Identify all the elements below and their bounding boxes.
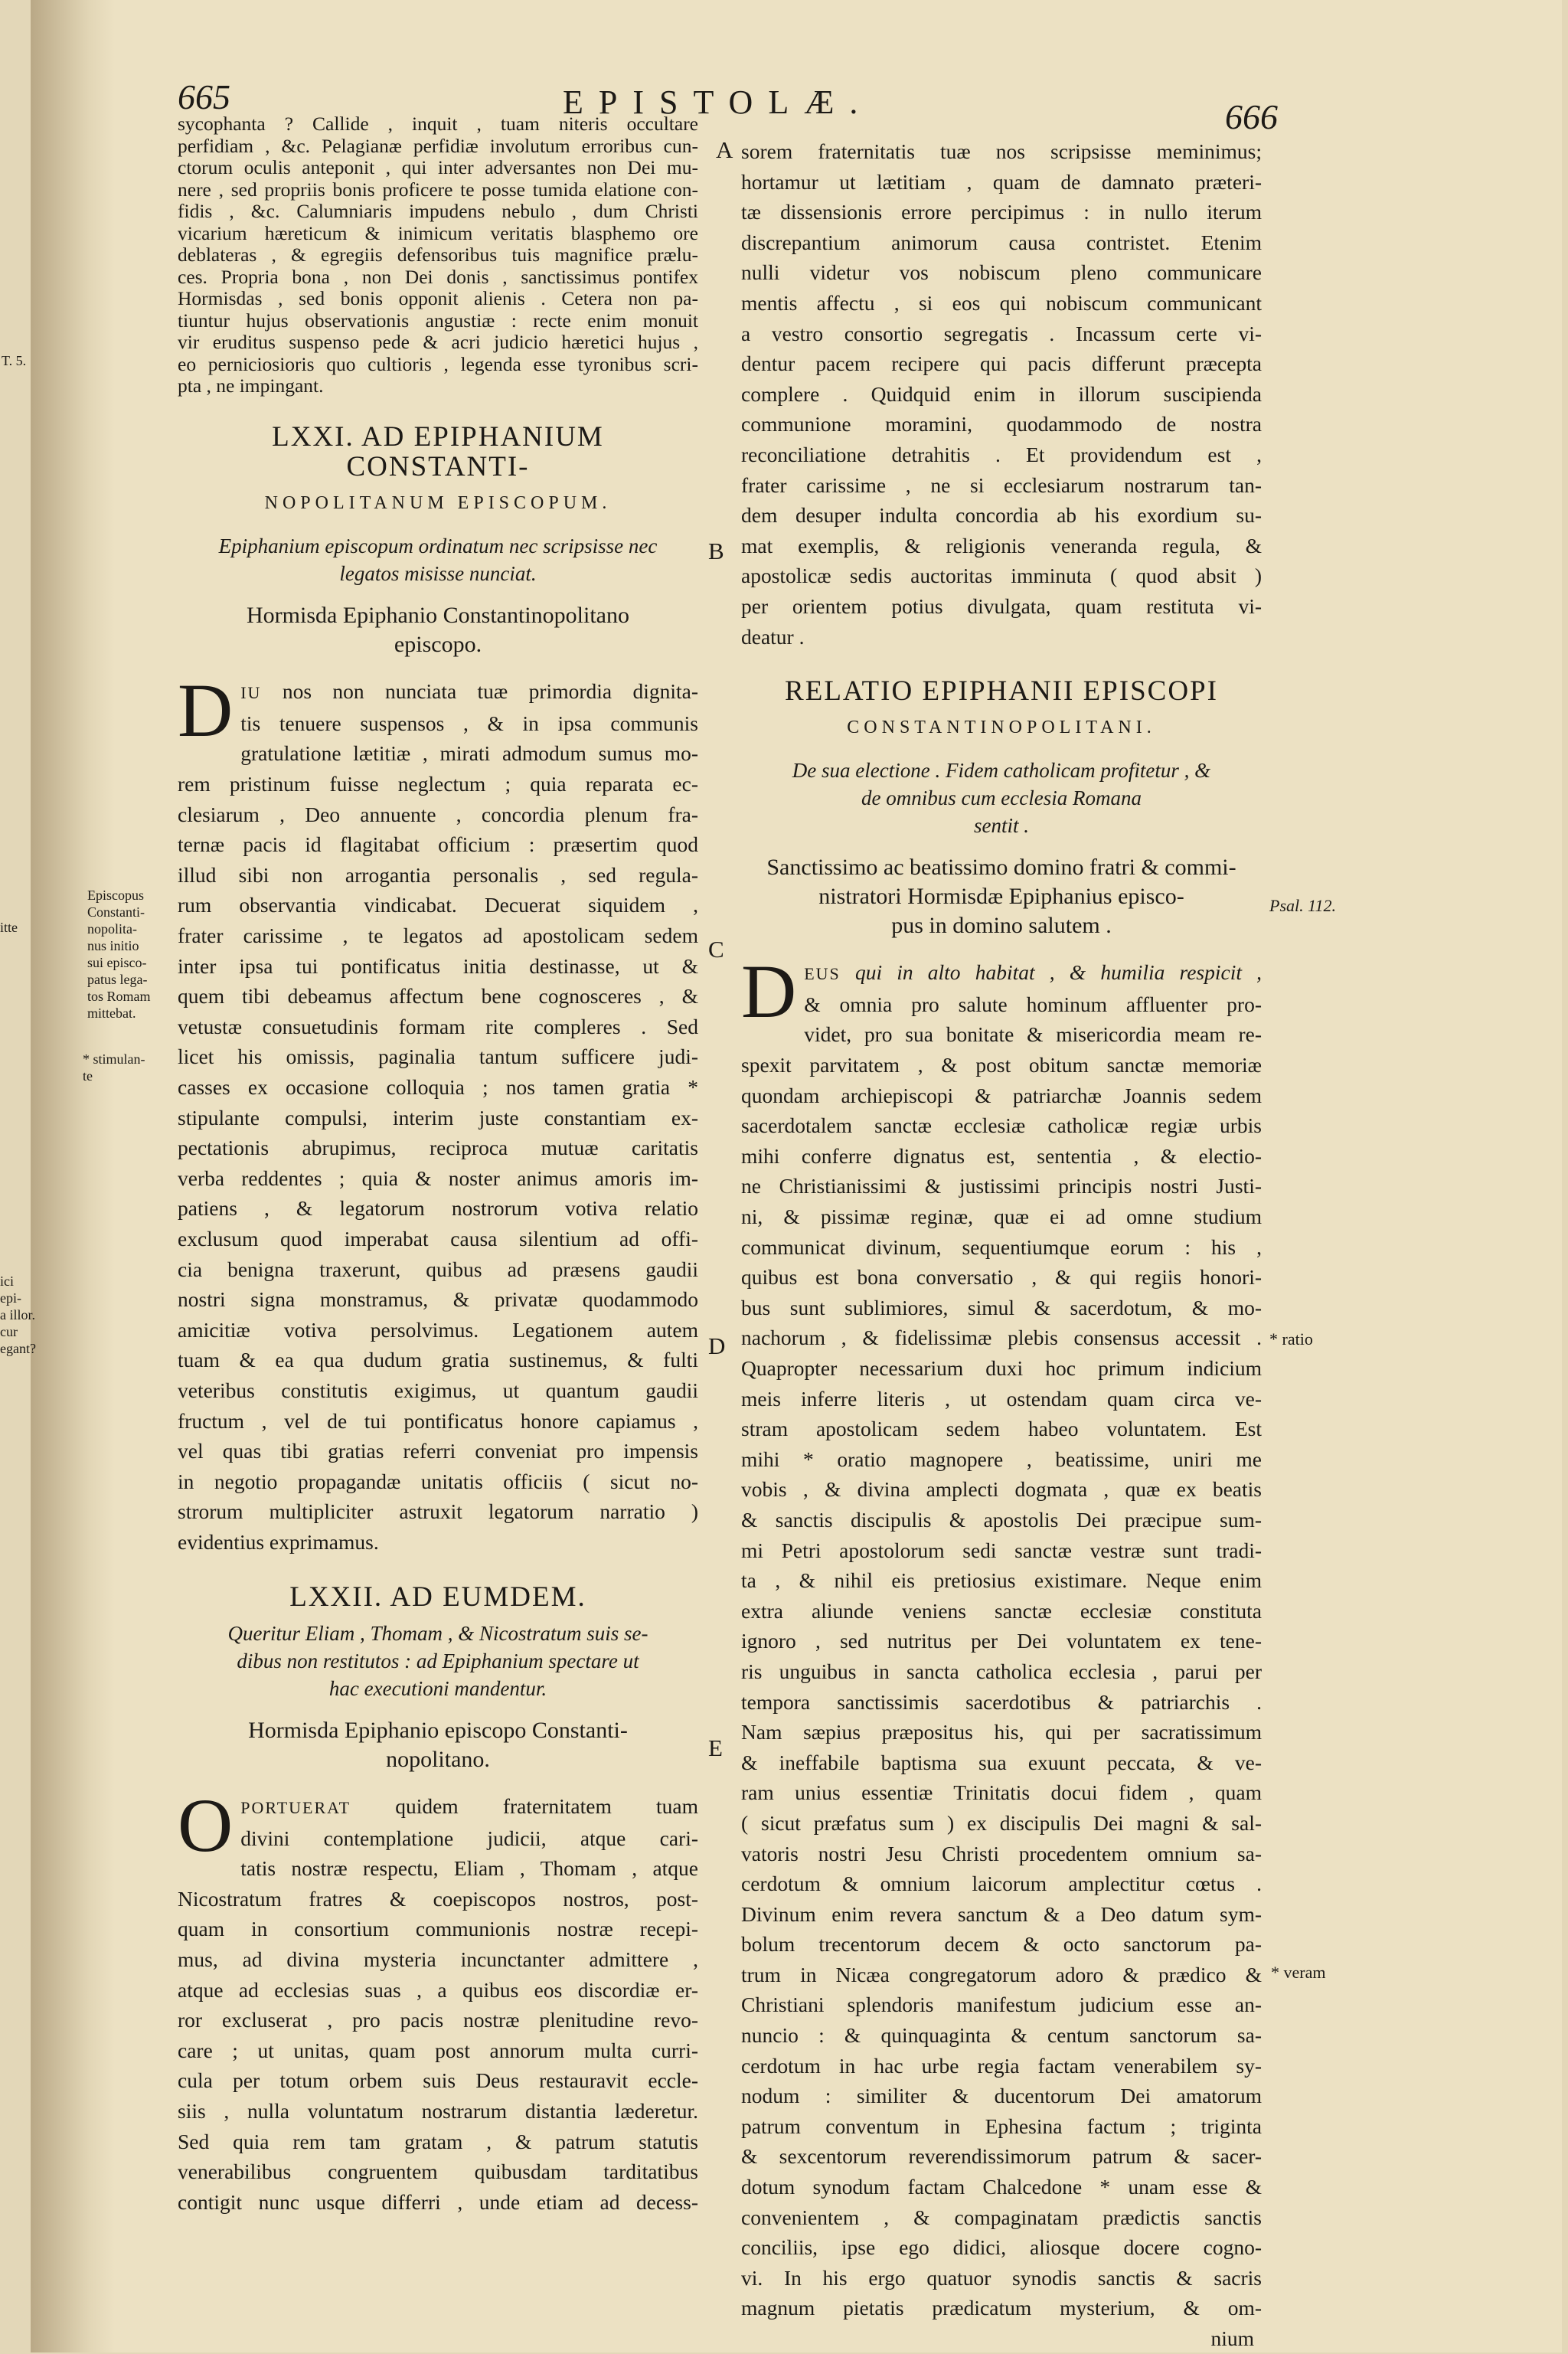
body-line: cia benigna traxerunt, quibus ad præsens gaudii [178, 1257, 698, 1281]
margin-note-line: ici [0, 1273, 14, 1289]
salutation-line: nistratori Hormisdæ Epiphanius episco- [818, 884, 1184, 910]
body-line: videt, pro sua bonitate & misericordia meam re- [804, 1022, 1262, 1047]
summary-line: sentit . [974, 814, 1029, 838]
margin-edge-fragment: itte [0, 920, 18, 935]
body-line: ram unius essentiæ Trinitatis docui fidem , quam [741, 1780, 1262, 1805]
margin-ref-psalm: Psal. 112. [1269, 896, 1336, 915]
body-line: vi. In his ergo quatuor synodis sanctis & sacris [741, 2265, 1262, 2290]
body-line: nostri signa monstramus, & privatæ quodammodo [178, 1287, 698, 1312]
body-line: fructum , vel de tui pontificatus honore capiamus , [178, 1408, 698, 1433]
body-line: in negotio propagandæ unitatis officiis ( sicut no- [178, 1469, 698, 1493]
margin-note-line: a illor. [0, 1307, 35, 1322]
body-line: per orientem potius divulgata, quam restituta vi- [741, 593, 1262, 618]
margin-note-line: te [83, 1068, 93, 1084]
binding-gutter [31, 0, 115, 2352]
body-line: patiens , & legatorum nostrorum votiva relatio [178, 1196, 698, 1221]
body-line: communione moramini, quodammodo de nostra [741, 412, 1262, 436]
body-line: bolum trecentorum decem & octo sanctorum pa- [741, 1932, 1262, 1957]
relatio-summary [741, 757, 1262, 839]
body-line: discrepantium animorum causa contristet. Etenim [741, 230, 1262, 254]
commentary-line: ces. Propria bona , non Dei donis , sanctissimus pontifex [178, 265, 698, 288]
section-marker-d: D [708, 1332, 726, 1359]
body-line: tatis nostræ respectu, Eliam , Thomam , atque [240, 1856, 698, 1881]
body-line: nuncio : & quinquaginta & centum sanctorum sa- [741, 2023, 1262, 2048]
body-line: & omnia pro salute hominum affluenter pro- [804, 992, 1262, 1016]
body-line: spexit parvitatem , & post obitum sanctæ memoriæ [741, 1053, 1262, 1077]
drop-cap: D [741, 949, 797, 1035]
body-line: cerdotum & omnium laicorum amplectitur cœtus . [741, 1872, 1262, 1896]
relatio-salutation [741, 853, 1262, 940]
body-line: dem desuper indulta concordia ab his exordium su- [741, 503, 1262, 528]
body-line: verba reddentes ; quia & noster animus amoris im- [178, 1166, 698, 1190]
margin-note-ratio: * ratio [1269, 1329, 1313, 1349]
relatio-body [741, 949, 1263, 2353]
body-line: casses ex occasione colloquia ; nos tamen gratia * [178, 1075, 698, 1099]
body-line: sacerdotalem sanctæ ecclesiæ catholicæ regiæ urbis [741, 1113, 1262, 1138]
intro-commentary [178, 113, 698, 397]
body-line: & sanctis discipulis & apostolis Dei præcipue sum- [741, 1507, 1262, 1532]
body-line: dotum synodum factam Chalcedone * unam esse & [741, 2175, 1262, 2199]
body-line: ( sicut præfatus sum ) ex discipulis Dei magni & sal- [741, 1810, 1262, 1835]
section-marker-e: E [708, 1734, 723, 1761]
salutation-line: Hormisda Epiphanio episcopo Constanti- [248, 1718, 628, 1744]
letter-71-salutation [178, 601, 698, 659]
summary-line: De sua electione . Fidem catholicam profitetur , & [792, 759, 1211, 783]
body-line: ne Christianissimi & justissimi principis nostri Justi- [741, 1174, 1262, 1198]
margin-ref-top: T. 5. [2, 353, 27, 368]
body-line: patrum conventum in Ephesina factum ; triginta [741, 2114, 1262, 2138]
body-line: ni, & pissimæ reginæ, quæ ei ad omne studium [741, 1205, 1262, 1229]
body-line: mihi conferre dignatus est, sententia , & electio- [741, 1143, 1262, 1168]
body-line: quondam archiepiscopi & patriarchæ Joannis sedem [741, 1083, 1262, 1107]
body-line: extra aliunde veniens sanctæ ecclesiæ constituta [741, 1598, 1262, 1623]
body-line: amicitiæ votiva persolvimus. Legationem autem [178, 1317, 698, 1342]
body-line: venerabilibus congruentem quibusdam tarditatibus [178, 2159, 698, 2184]
commentary-line: vir eruditus suspenso pede & acri judicio hæretici hujus , [178, 331, 698, 353]
summary-line: Epiphanium episcopum ordinatum nec scripsisse nec [218, 535, 658, 558]
body-line: reconciliatione detrahitis . Et providendum est , [741, 442, 1262, 466]
body-line: tuam & ea qua dudum gratia sustinemus, & fulti [178, 1348, 698, 1372]
body-line: Quapropter necessarium duxi hoc primum indicium [741, 1356, 1262, 1380]
body-line: licet his omissis, paginalia tantum sufficere judi- [178, 1045, 698, 1069]
first-line: nos non nunciata tuæ primordia dignita- [282, 679, 698, 704]
page-number-left: 665 [178, 77, 230, 116]
body-line: deatur . [741, 624, 805, 649]
page-number-right: 666 [1225, 97, 1278, 136]
letter-72-salutation [178, 1716, 698, 1774]
commentary-line: deblateras , & egregiis defensoribus tuis magnifice prælu- [178, 244, 698, 266]
body-line: frater carissime , ne si ecclesiarum nostrarum tan- [741, 472, 1262, 497]
body-line: exclusum quod imperabat causa silentium ad offi- [178, 1226, 698, 1251]
body-line: meis inferre literis , ut ostendam quam circa ve- [741, 1386, 1262, 1411]
commentary-line: tiuntur hujus observationis angustiæ : recte enim monuit [178, 309, 698, 332]
left-column [178, 113, 698, 2217]
margin-note-line: tos Romam [87, 989, 151, 1004]
body-line: hortamur ut lætitiam , quam de damnato præteri- [741, 169, 1262, 194]
body-line: strorum multipliciter astruxit legatorum narratio ) [178, 1499, 698, 1524]
body-line: frater carissime , te legatos ad apostolicam sedem [178, 924, 698, 948]
margin-note-line: egant? [0, 1341, 36, 1356]
body-line: Divinum enim revera sanctum & a Deo datum sym- [741, 1901, 1262, 1926]
salutation-line: pus in domino salutem . [891, 913, 1112, 939]
body-line: nachorum , & fidelissimæ plebis consensus accessit . [741, 1326, 1262, 1350]
first-word: EUS [804, 964, 841, 984]
relatio-heading-cont: CONSTANTINOPOLITANI. [847, 717, 1156, 737]
body-line: care ; ut unitas, quam post annorum multa curri- [178, 2038, 698, 2062]
margin-note-line: * stimulan- [83, 1051, 145, 1067]
body-line: quem tibi debeamus affectum bene cognosceres , & [178, 984, 698, 1009]
body-line: stram apostolicam sedem habeo voluntatem. Est [741, 1417, 1262, 1441]
body-line: clesiarum , Deo annuente , concordia plenum fra- [178, 802, 698, 826]
body-line: & sexcentorum reverendissimorum patrum & sacer- [741, 2144, 1262, 2169]
commentary-line: Hormisdas , sed bonis opponit alienis . Cetera non pa- [178, 287, 698, 309]
body-line: a vestro consortio segregatis . Incassum certe vi- [741, 321, 1262, 345]
body-line: cerdotum in hac urbe regia factam venerabilem sy- [741, 2053, 1262, 2078]
body-line: siis , nulla voluntatum nostrarum distantia læderetur. [178, 2099, 698, 2124]
body-line: Sed quia rem tam gratam , & patrum statutis [178, 2129, 698, 2153]
first-line: quidem fraternitatem tuam [395, 1794, 698, 1819]
body-line: mi Petri apostolorum sedi sanctæ vestræ sunt tradi- [741, 1538, 1262, 1562]
section-marker-c: C [708, 936, 724, 963]
commentary-line: vicarium hæreticum & inimicum veritatis blasphemo ore [178, 221, 698, 244]
body-line: evidentius exprimamus. [178, 1529, 379, 1554]
letter-72-body [178, 1783, 698, 2217]
body-line: ignoro , sed nutritus per Dei voluntatem ex tene- [741, 1629, 1262, 1653]
body-line: mat exemplis, & religionis veneranda regula, & [741, 533, 1262, 557]
body-line: trum in Nicæa congregatorum adoro & prædico & [741, 1962, 1262, 1986]
body-line: divini contemplatione judicii, atque cari- [240, 1826, 698, 1850]
body-line: ror excluserat , pro pacis nostræ plenitudine revo- [178, 2008, 698, 2032]
salutation-line: Hormisda Epiphanio Constantinopolitano [247, 603, 629, 629]
section-marker-b: B [708, 538, 724, 564]
body-line: nulli videtur vos nobiscum pleno communicare [741, 260, 1262, 285]
body-line: ris unguibus in sancta catholica ecclesia , parui per [741, 1659, 1262, 1683]
summary-line: hac executioni mandentur. [328, 1677, 547, 1701]
commentary-line: nere , sed propriis bonis proficere te posse tumida elatione con- [178, 178, 698, 201]
body-line: rum observantia vindicabat. Decuerat siquidem , [178, 893, 698, 917]
commentary-line: sycophanta ? Callide , inquit , tuam niteris occultare [178, 113, 698, 135]
salutation-line: episcopo. [394, 632, 482, 658]
body-line: vobis , & divina amplecti dogmata , quæ ex beatis [741, 1477, 1262, 1502]
body-line: pectationis abrupimus, reciproca mutuæ caritatis [178, 1136, 698, 1160]
body-line: bus sunt sublimiores, simul & sacerdotum, & mo- [741, 1295, 1262, 1319]
margin-note-line: patus lega- [87, 972, 148, 987]
body-line: & ineffabile baptisma sua exuunt peccata, & ve- [741, 1750, 1262, 1774]
first-line: qui in alto habitat , & humilia respicit , [854, 960, 1263, 985]
margin-note-stimulante [83, 1051, 145, 1084]
relatio-heading: RELATIO EPIPHANII EPISCOPI [785, 675, 1218, 708]
margin-note-line: Constanti- [87, 904, 145, 920]
continuation-text [741, 136, 1262, 652]
body-line: vetustæ consuetudinis formam rite compleres . Sed [178, 1014, 698, 1038]
body-line: tempora sanctissimis sacerdotibus & patriarchis . [741, 1689, 1262, 1714]
body-line: conciliis, ipse ego didici, aliosque docere cogno- [741, 2235, 1262, 2260]
body-line: magnum pietatis prædicatum mysterium, & om- [741, 2296, 1262, 2320]
commentary-line: ctorum oculis anteponit , qui inter adversantes non Dei mu- [178, 156, 698, 178]
drop-cap: D [178, 668, 234, 754]
margin-note-line: epi- [0, 1290, 21, 1306]
margin-note-line: nopolita- [87, 921, 137, 937]
summary-line: de omnibus cum ecclesia Romana [861, 786, 1142, 810]
body-line: stipulante compulsi, interim juste constantiam ex- [178, 1105, 698, 1130]
body-line: rem pristinum fuisse neglectum ; quia reparata ec- [178, 772, 698, 796]
body-line: convenientem , & compaginatam prædictis sanctis [741, 2205, 1262, 2229]
first-word: IU [240, 683, 262, 703]
margin-note-line: mittebat. [87, 1005, 136, 1021]
right-column [741, 113, 1262, 2354]
body-line: tæ dissensionis errore percipimus : in nullo iterum [741, 200, 1262, 224]
body-line: Nam sæpius præpositus his, qui per sacratissimum [741, 1720, 1262, 1744]
body-line: communicat divinum, sequentiumque eorum : his , [741, 1234, 1262, 1259]
summary-line: legatos misisse nunciat. [339, 562, 537, 586]
body-line: gratulatione lætitiæ , mirati admodum sumus mo- [240, 741, 698, 766]
commentary-line: eo perniciosioris quo cultioris , legenda esse tyronibus scri- [178, 352, 698, 375]
body-line: cula per totum orbem suis Deus restauravit eccle- [178, 2068, 698, 2093]
body-line: apostolicæ sedis auctoritas imminuta ( quod absit ) [741, 564, 1262, 588]
body-line: quibus est bona conversatio , & qui regiis honori- [741, 1265, 1262, 1290]
body-line: contigit nunc usque differri , unde etiam ad decess- [178, 2189, 698, 2214]
body-line: ternæ pacis id flagitabat officium : præsertim quod [178, 832, 698, 857]
drop-cap: O [178, 1783, 234, 1868]
summary-line: Queritur Eliam , Thomam , & Nicostratum suis se- [227, 1622, 648, 1646]
body-line: vatoris nostri Jesu Christi procedentem omnium sa- [741, 1841, 1262, 1865]
salutation-line: nopolitano. [386, 1747, 490, 1773]
body-line: nodum : similiter & ducentorum Dei amatorum [741, 2084, 1262, 2108]
letter-71-body [178, 668, 698, 1557]
body-line: mentis affectu , si eos qui nobiscum communicant [741, 290, 1262, 315]
body-line: complere . Quidquid enim in illorum suscipienda [741, 381, 1262, 406]
body-line: sorem fraternitatis tuæ nos scripsisse meminimus; [741, 139, 1262, 163]
letter-71-heading-cont: NOPOLITANUM EPISCOPUM. [264, 492, 612, 513]
body-line: mus, ad divina mysteria incunctanter admittere , [178, 1947, 698, 1972]
body-line: illud sibi non arrogantia personalis , sed regula- [178, 862, 698, 887]
letter-72-heading: LXXII. AD EUMDEM. [289, 1581, 586, 1613]
body-line: vel quas tibi gratias referri conveniat pro impensis [178, 1439, 698, 1463]
margin-note-line: Episcopus [87, 888, 144, 903]
body-line: dentur pacem recipere qui pacis differunt præcepta [741, 351, 1262, 376]
body-line: Nicostratum fratres & coepiscopos nostros, post- [178, 1886, 698, 1911]
body-line: atque ad ecclesias suas , a quibus eos discordiæ er- [178, 1977, 698, 2002]
commentary-line: perfidiam , &c. Pelagianæ perfidiæ involutum erroribus cun- [178, 134, 698, 157]
margin-edge-fragment-2 [0, 1273, 36, 1357]
letter-71-summary [178, 532, 698, 587]
margin-note-line: cur [0, 1324, 18, 1339]
body-line: mihi * oratio magnopere , beatissime, uniri me [741, 1447, 1262, 1471]
summary-line: dibus non restitutos : ad Epiphanium spectare ut [237, 1649, 639, 1673]
margin-note-episcopus [87, 887, 151, 1022]
running-title: EPISTOLÆ. [563, 83, 874, 121]
body-line: Christiani splendoris manifestum judicium esse an- [741, 1993, 1262, 2017]
commentary-line: pta , ne impingant. [178, 374, 324, 397]
first-word: PORTUERAT [240, 1798, 351, 1818]
section-marker-a: A [716, 136, 733, 163]
body-line: ta , & nihil eis pretiosius existimare. Neque enim [741, 1568, 1262, 1593]
commentary-line: fidis , &c. Calumniaris impudens nebulo , dum Christi [178, 200, 698, 222]
salutation-line: Sanctissimo ac beatissimo domino fratri & commi- [766, 855, 1236, 881]
body-line: veteribus constitutis exigimus, ut quantum gaudii [178, 1378, 698, 1402]
catchword: nium [1210, 2326, 1254, 2350]
body-line: quam in consortium communionis nostræ recepi- [178, 1917, 698, 1941]
body-line: inter ipsa tui pontificatus initia destinasse, ut & [178, 953, 698, 978]
margin-note-line: sui episco- [87, 955, 147, 970]
letter-72-summary [178, 1620, 698, 1702]
body-line: tis tenuere suspensos , & in ipsa communis [240, 711, 698, 735]
letter-71-heading: LXXI. AD EPIPHANIUM CONSTANTI- [272, 420, 604, 483]
margin-note-veram: * veram [1271, 1963, 1326, 1982]
margin-note-line: nus initio [87, 938, 139, 953]
